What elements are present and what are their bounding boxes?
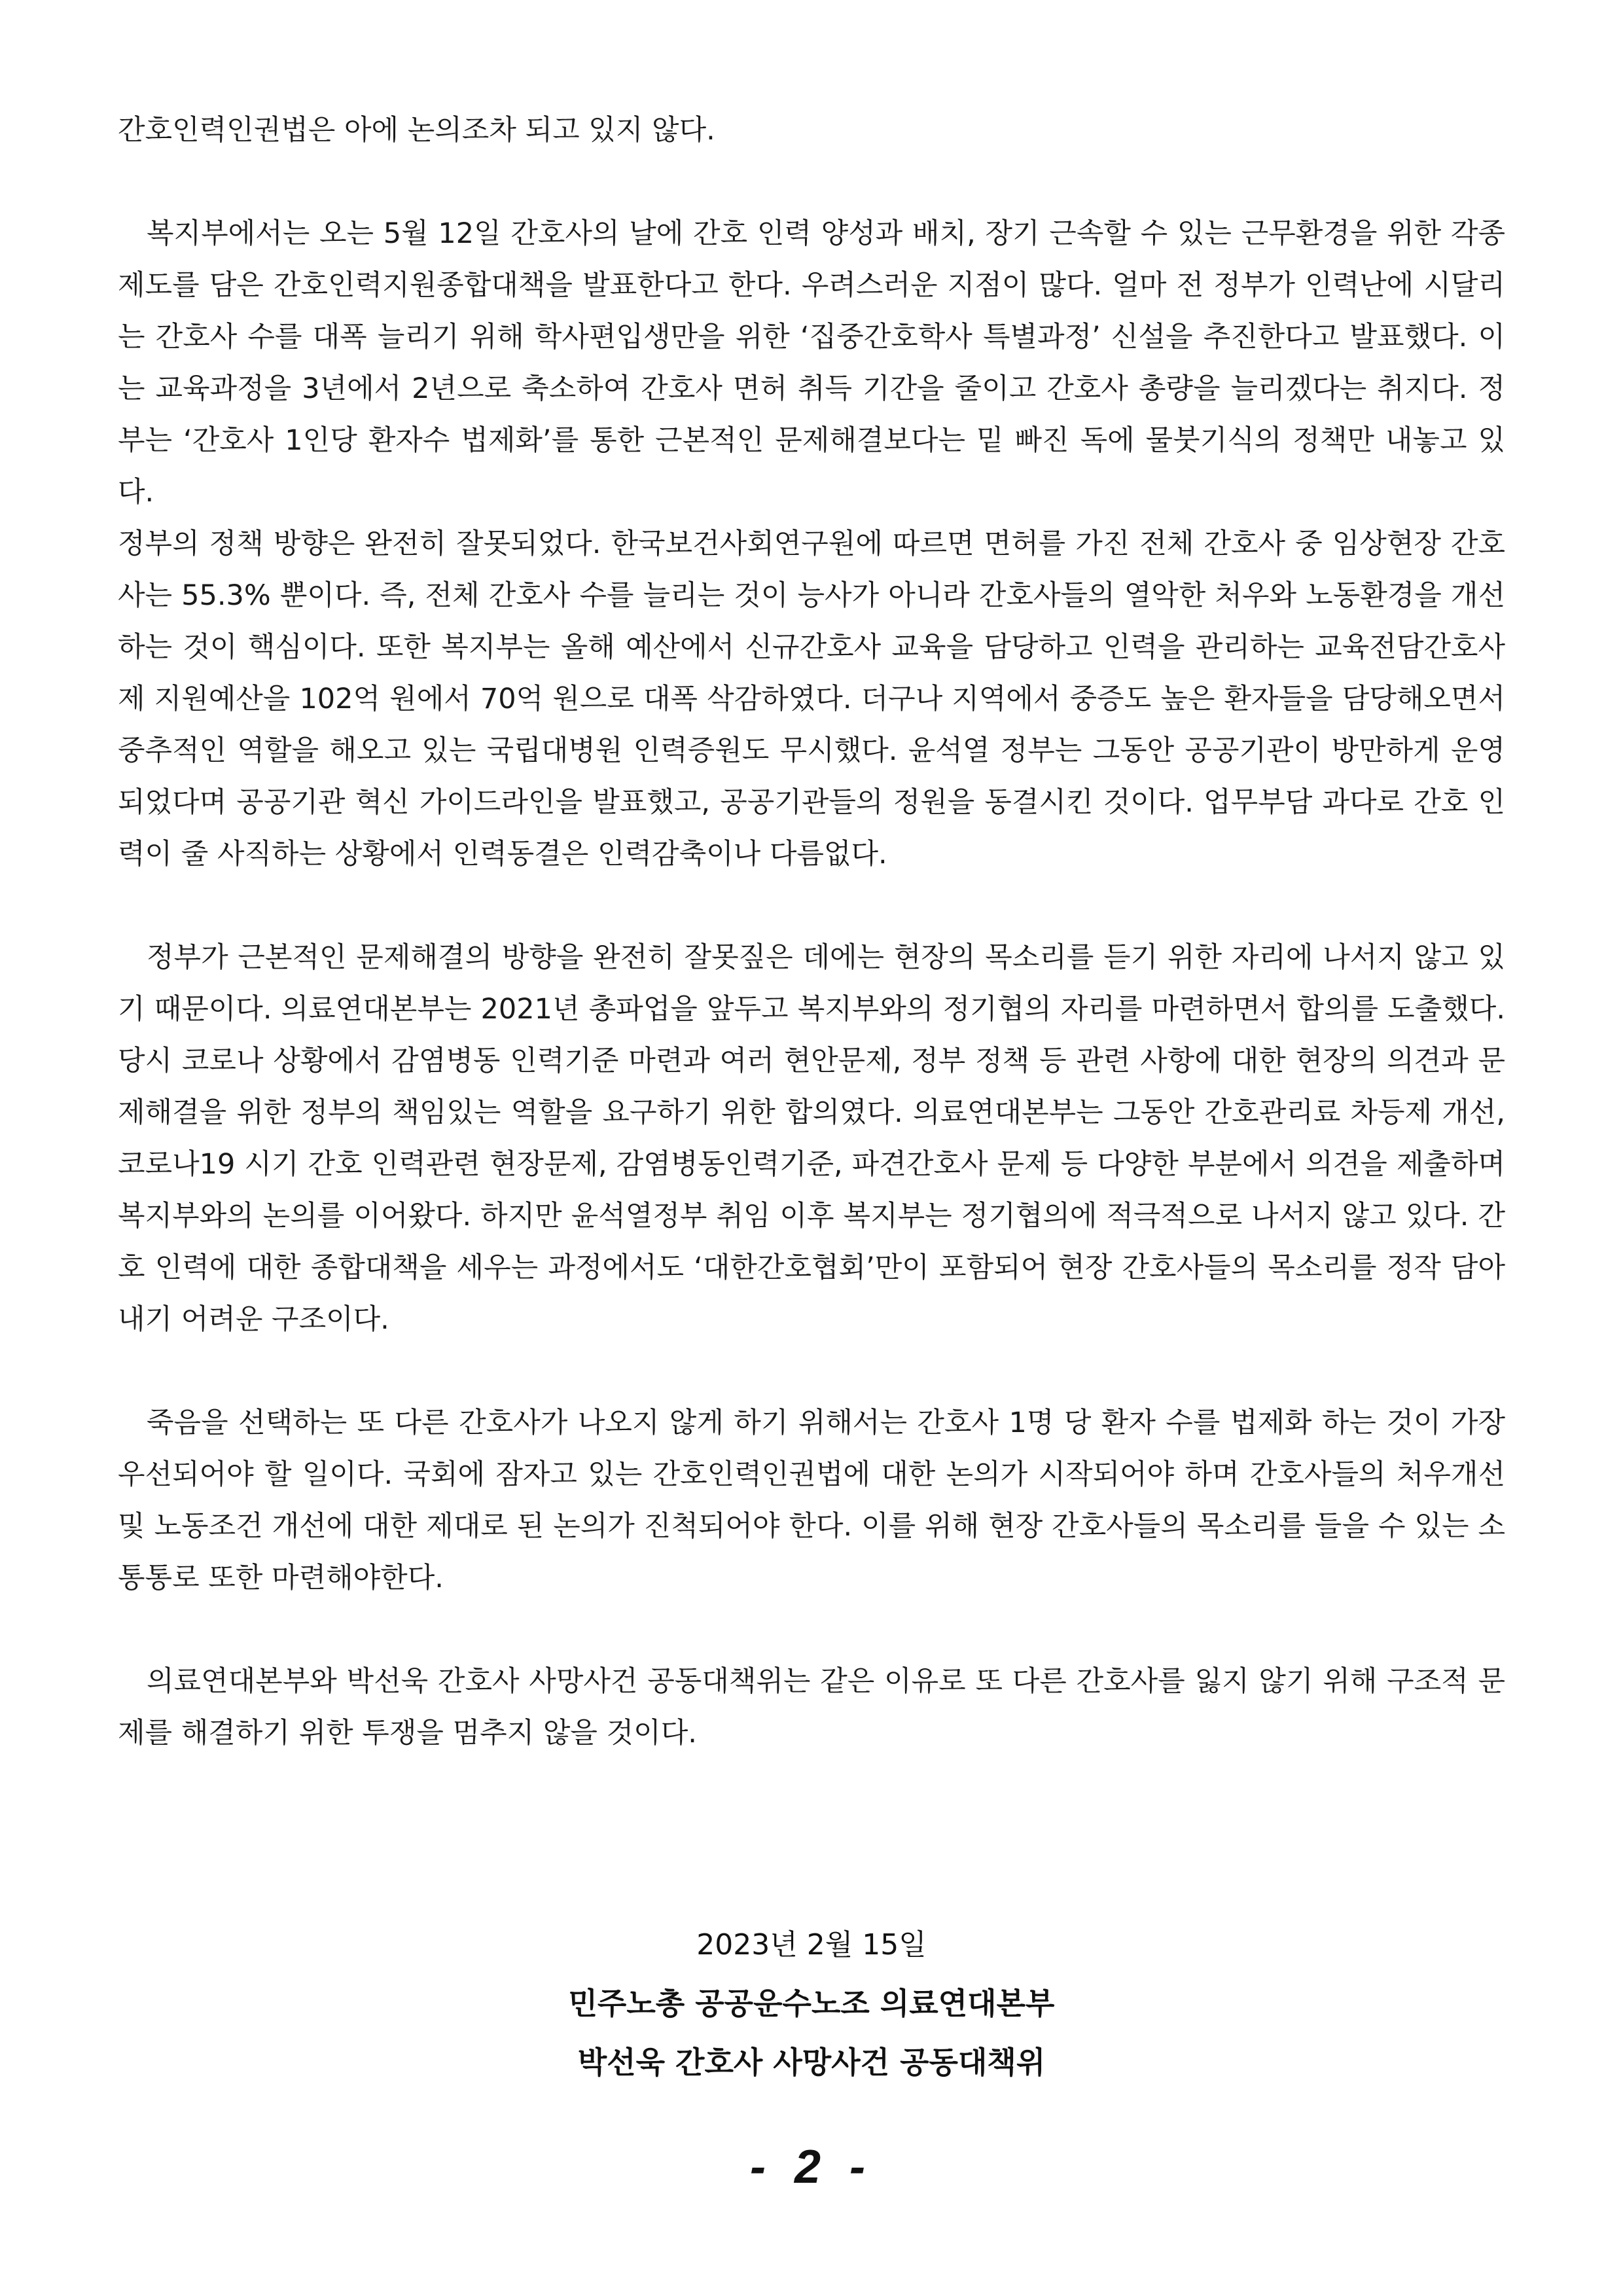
statement-date: 2023년 2월 15일 [696,1928,927,1962]
paragraph-gap [118,1604,1505,1656]
paragraph-nursing-measures: 복지부에서는 오는 5월 12일 간호사의 날에 간호 인력 양성과 배치, 장기 근속할 수 있는 근무환경을 위한 각종 제도를 담은 간호인력지원종합대책을 발표한다고 한다. 우려스러운 지점이 많다. 얼마 전 정부가 인력난에 시달리는 간호사 수를 대폭 늘리기 위해 학사편입생만을 위한 ‘집중간호학사 특별과정’ 신설을 추진한다고 발표했다. 이는 교육과정을 3년에서 2년으로 축소하여 간호사 면허 취득 기간을 줄이고 간호사 총량을 늘리겠다는 취지다. 정부는 ‘간호사 1인당 환자수 법제화’를 통한 근본적인 문제해결보다는 밑 빠진 독에 물붓기식의 정책만 내놓고 있다. [118,217,1505,509]
paragraph-continuation: 간호인력인권법은 아에 논의조차 되고 있지 않다. [118,114,715,147]
paragraph-resolution: 의료연대본부와 박선욱 간호사 사망사건 공동대책위는 같은 이유로 또 다른 간호사를 잃지 않기 위해 구조적 문제를 해결하기 위한 투쟁을 멈추지 않을 것이다. [118,1665,1505,1749]
page-number: - 2 - [749,2141,873,2193]
issuing-organization-2: 박선욱 간호사 사망사건 공동대책위 [577,2045,1046,2080]
paragraph-legislation-demand: 죽음을 선택하는 또 다른 간호사가 나오지 않게 하기 위해서는 간호사 1명 당 환자 수를 법제화 하는 것이 가장 우선되어야 할 일이다. 국회에 잠자고 있는 간호인력인권법에 대한 논의가 시작되어야 하며 간호사들의 처우개선 및 노동조건 개선에 대한 제대로 된 논의가 진척되어야 한다. 이를 위해 현장 간호사들의 목소리를 들을 수 있는 소통통로 또한 마련해야한다. [118,1407,1505,1594]
paragraph-field-voices: 정부가 근본적인 문제해결의 방향을 완전히 잘못짚은 데에는 현장의 목소리를 듣기 위한 자리에 나서지 않고 있기 때문이다. 의료연대본부는 2021년 총파업을 앞두고 복지부와의 정기협의 자리를 마련하면서 합의를 도출했다. 당시 코로나 상황에서 감염병동 인력기준 마련과 여러 현안문제, 정부 정책 등 관련 사항에 대한 현장의 의견과 문제해결을 위한 정부의 책임있는 역할을 요구하기 위한 합의였다. 의료연대본부는 그동안 간호관리료 차등제 개선, 코로나19 시기 간호 인력관련 현장문제, 감염병동인력기준, 파견간호사 문제 등 다양한 부분에서 의견을 제출하며 복지부와의 논의를 이어왔다. 하지만 윤석열정부 취임 이후 복지부는 정기협의에 적극적으로 나서지 않고 있다. 간호 인력에 대한 종합대책을 세우는 과정에서도 ‘대한간호협회’만이 포함되어 현장 간호사들의 목소리를 정작 담아내기 어려운 구조이다. [118,941,1505,1336]
paragraph-policy-direction: 정부의 정책 방향은 완전히 잘못되었다. 한국보건사회연구원에 따르면 면허를 가진 전체 간호사 중 임상현장 간호사는 55.3% 뿐이다. 즉, 전체 간호사 수를 늘리는 것이 능사가 아니라 간호사들의 열악한 처우와 노동환경을 개선하는 것이 핵심이다. 또한 복지부는 올해 예산에서 신규간호사 교육을 담당하고 인력을 관리하는 교육전담간호사제 지원예산을 102억 원에서 70억 원으로 대폭 삭감하였다. 더구나 지역에서 중증도 높은 환자들을 담당해오면서 중추적인 역할을 해오고 있는 국립대병원 인력증원도 무시했다. 윤석열 정부는 그동안 공공기관이 방만하게 운영되었다며 공공기관 혁신 가이드라인을 발표했고, 공공기관들의 정원을 동결시킨 것이다. 업무부담 과다로 간호 인력이 줄 사직하는 상황에서 인력동결은 인력감축이나 다름없다. [118,528,1505,870]
document-body [118,105,1505,1759]
paragraph-gap [118,880,1505,932]
paragraph-gap [118,156,1505,208]
issuing-organization-1: 민주노총 공공운수노조 의료연대본부 [568,1986,1055,2021]
paragraph-gap [118,1346,1505,1397]
